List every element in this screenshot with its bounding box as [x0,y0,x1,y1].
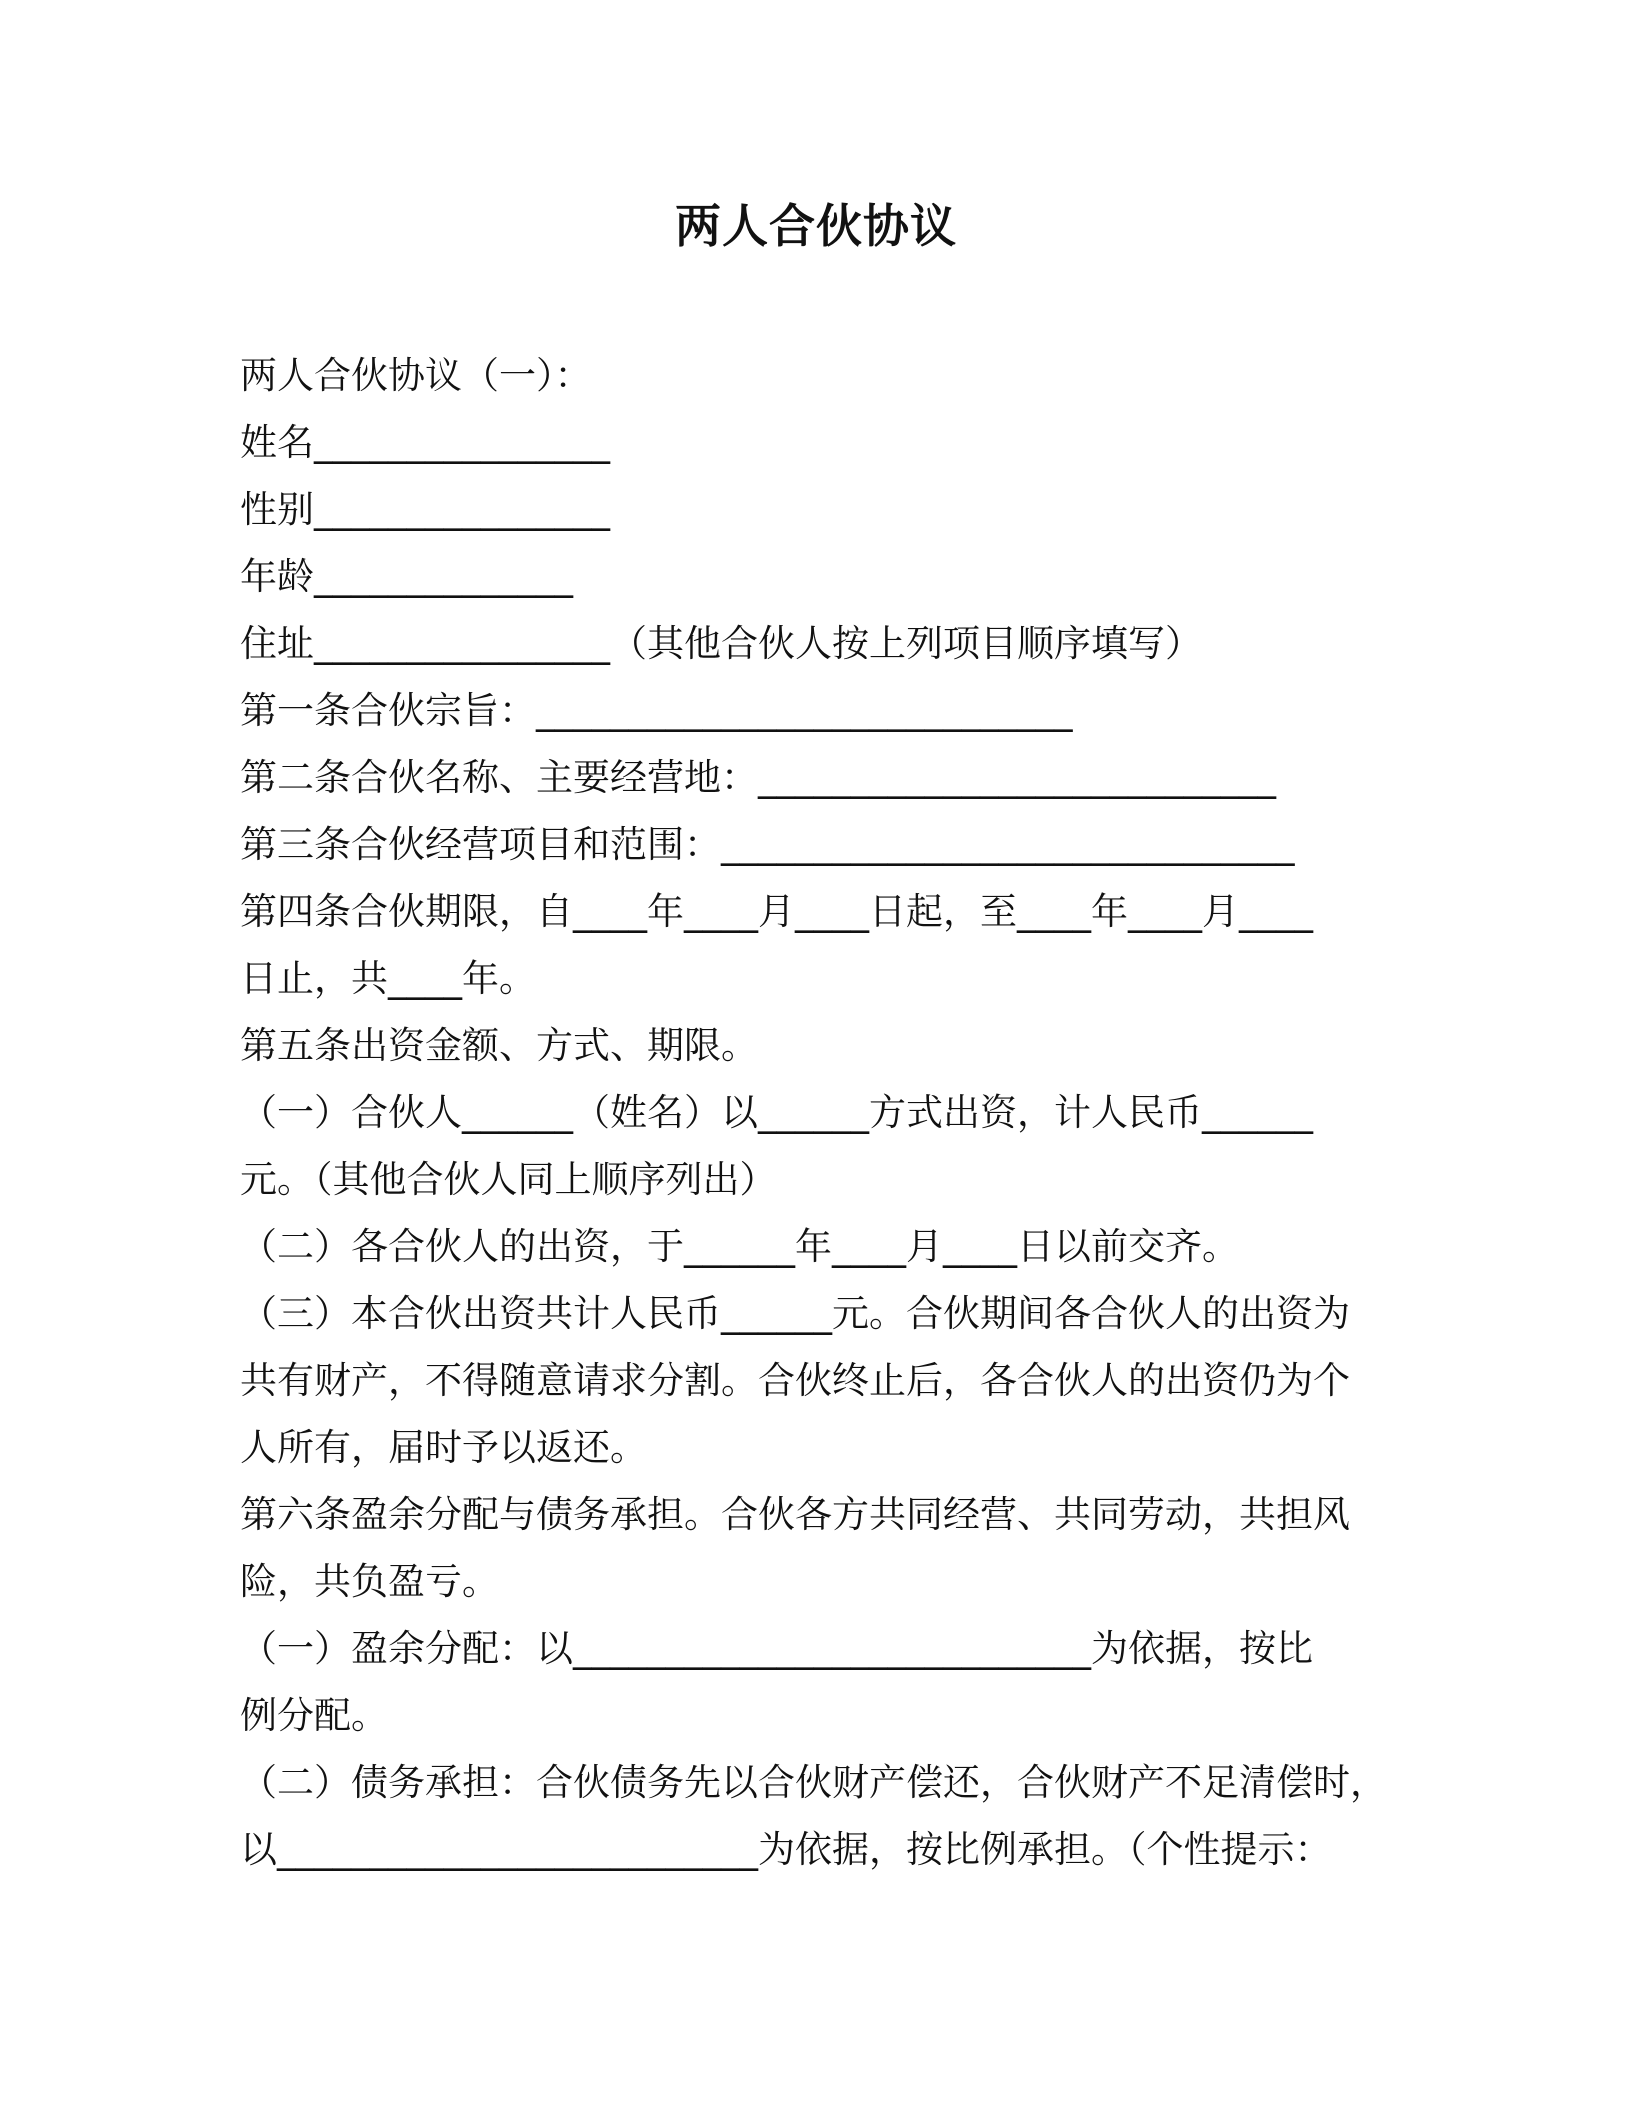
document-body [240,342,1440,1883]
article-5-item-1-cont: 元。（其他合伙人同上顺序列出） [240,1158,777,1201]
article-3: 第三条合伙经营项目和范围：_______________________________ [240,823,1295,866]
article-5-item-3-cont-2: 人所有，届时予以返还。 [240,1426,647,1469]
name-field-line: 姓名________________ [240,421,610,464]
article-4: 第四条合伙期限，自____年____月____日起，至____年____月____ [240,890,1313,933]
age-field-line: 年龄______________ [240,555,573,598]
article-5-item-2: （二）各合伙人的出资，于______年____月____日以前交齐。 [240,1225,1239,1268]
address-field-line: 住址________________（其他合伙人按上列项目顺序填写） [240,622,1202,665]
document-title: 两人合伙协议 [675,199,957,253]
gender-field-line: 性别________________ [240,488,610,531]
article-5-item-3: （三）本合伙出资共计人民币______元。合伙期间各合伙人的出资为 [240,1292,1350,1335]
article-6-item-2-cont: 以__________________________为依据，按比例承担。（个性提示： [240,1828,1332,1871]
article-5: 第五条出资金额、方式、期限。 [240,1024,758,1067]
article-2: 第二条合伙名称、主要经营地：____________________________ [240,756,1276,799]
article-5-item-3-cont: 共有财产，不得随意请求分割。合伙终止后，各合伙人的出资仍为个 [240,1359,1350,1402]
article-1: 第一条合伙宗旨：_____________________________ [240,689,1073,732]
section-heading: 两人合伙协议（一）： [240,354,592,397]
article-6-item-2: （二）债务承担：合伙债务先以合伙财产偿还，合伙财产不足清偿时， [240,1761,1387,1804]
article-5-item-1: （一）合伙人______（姓名）以______方式出资，计人民币______ [240,1091,1313,1134]
article-6-cont: 险，共负盈亏。 [240,1560,499,1603]
article-6-item-1-cont: 例分配。 [240,1694,388,1737]
article-4-cont: 日止，共____年。 [240,957,536,1000]
article-6: 第六条盈余分配与债务承担。合伙各方共同经营、共同劳动，共担风 [240,1493,1350,1536]
article-6-item-1: （一）盈余分配：以____________________________为依据，按比 [240,1627,1313,1670]
